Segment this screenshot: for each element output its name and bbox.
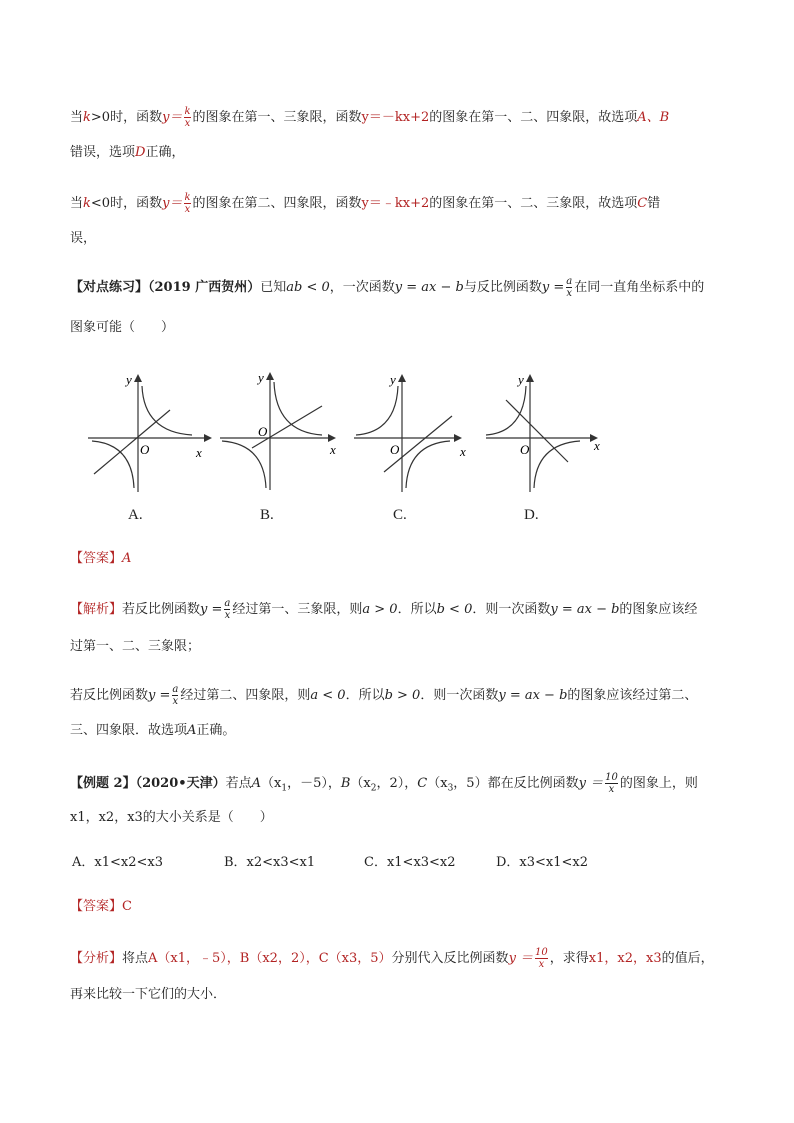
fraction-a-over-x: $\frac{a}{x}$	[172, 684, 179, 707]
y-axis-label: y	[126, 372, 132, 387]
analysis2-line2: 再来比较一下它们的大小．	[70, 987, 227, 1002]
fraction-k-over-x: $\frac{k}{x}$	[184, 106, 191, 129]
y-axis-label: y	[390, 372, 396, 387]
fraction-10-over-x: $\frac{10}{x}$	[605, 772, 618, 795]
fraction-k-over-x: $\frac{k}{x}$	[184, 192, 191, 215]
practice-line1: 【对点练习】（2019 广西贺州）已知ab < 0，一次函数y = ax − b与反比例函数y = $\frac{a}{x}$ 在同一直角坐标系中的	[70, 276, 705, 299]
option-label-b: B.	[260, 507, 274, 523]
option-a: A．x1<x2<x3	[72, 855, 163, 870]
fraction-a-over-x: $\frac{a}{x}$	[566, 276, 573, 299]
answer-value: C	[122, 899, 132, 914]
analysis2-line1: 【分析】将点A（x1，﹣5），B（x2，2），C（x3，5）分别代入反比例函数y ＝ $\frac{10}{x}$ ，求得x1，x2，x3的值后，	[70, 947, 714, 970]
option-b: B．x2<x3<x1	[224, 855, 316, 870]
graph-option-a	[86, 370, 216, 495]
y-axis-label: y	[518, 372, 524, 387]
para1-line2: 错误，选项D正确，	[70, 145, 185, 160]
origin-label: O	[390, 442, 400, 457]
para2-line2: 误，	[70, 231, 97, 246]
fraction-a-over-x: $\frac{a}{x}$	[224, 598, 231, 621]
example2-line1: 【例题 2】（2020•天津）若点$A(x_1$，－5），$B(x_2$，2），$C(x_3$，5）都在反比例函数y ＝ $\frac{10}{x}$ 的图象上，则	[70, 772, 698, 795]
graph-option-d	[484, 370, 606, 495]
para2-line1: 当k<0时，函数y＝ $\frac{k}{x}$ 的图象在第二、四象限，函数y＝﹣kx+2的图象在第一、二、三象限，故选项C错	[70, 192, 661, 215]
para1-line1: 当k>0时，函数y＝ $\frac{k}{x}$ 的图象在第一、三象限，函数y＝－kx+2的图象在第一、二、四象限，故选项A、B	[70, 106, 670, 129]
origin-label: O	[258, 424, 268, 439]
option-label-a: A.	[128, 507, 143, 523]
x-axis-label: x	[196, 445, 202, 460]
option-d: D．x3<x1<x2	[496, 855, 589, 870]
option-label-c: C.	[393, 507, 407, 523]
graph-option-b	[218, 368, 348, 493]
x-axis-label: x	[460, 444, 466, 459]
origin-label: O	[520, 442, 530, 457]
y-axis-label: y	[258, 370, 264, 385]
option-label-d: D.	[524, 507, 539, 523]
analysis1-line1: 【解析】若反比例函数y = $\frac{a}{x}$ 经过第一、三象限，则a > 0．所以b < 0．则一次函数y = ax − b的图象应该经	[70, 598, 698, 621]
graph-option-c	[352, 370, 476, 495]
answer-line-2	[70, 897, 132, 917]
x-axis-label: x	[330, 442, 336, 457]
answer-line-1	[70, 549, 131, 569]
analysis1-line4: 三、四象限．故选项A正确。	[70, 723, 236, 738]
analysis1-line3: 若反比例函数y = $\frac{a}{x}$ 经过第二、四象限，则a < 0．所以b > 0．则一次函数y = ax − b的图象应该经过第二、	[70, 684, 698, 707]
practice-tag: 【对点练习】	[70, 280, 149, 295]
example-tag: 【例题 2】	[70, 776, 136, 791]
origin-label: O	[140, 442, 150, 457]
answer-value: A	[122, 551, 132, 566]
example2-line2: x1，x2，x3的大小关系是（ ）	[70, 810, 273, 825]
answer-tag: 【答案】	[70, 551, 123, 566]
analysis1-line2: 过第一、二、三象限；	[70, 639, 201, 654]
x-axis-label: x	[594, 438, 600, 453]
option-c: C．x1<x3<x2	[364, 855, 456, 870]
answer-tag: 【答案】	[70, 899, 123, 914]
fraction-10-over-x: $\frac{10}{x}$	[535, 947, 548, 970]
practice-line2: 图象可能（ ）	[70, 320, 175, 335]
